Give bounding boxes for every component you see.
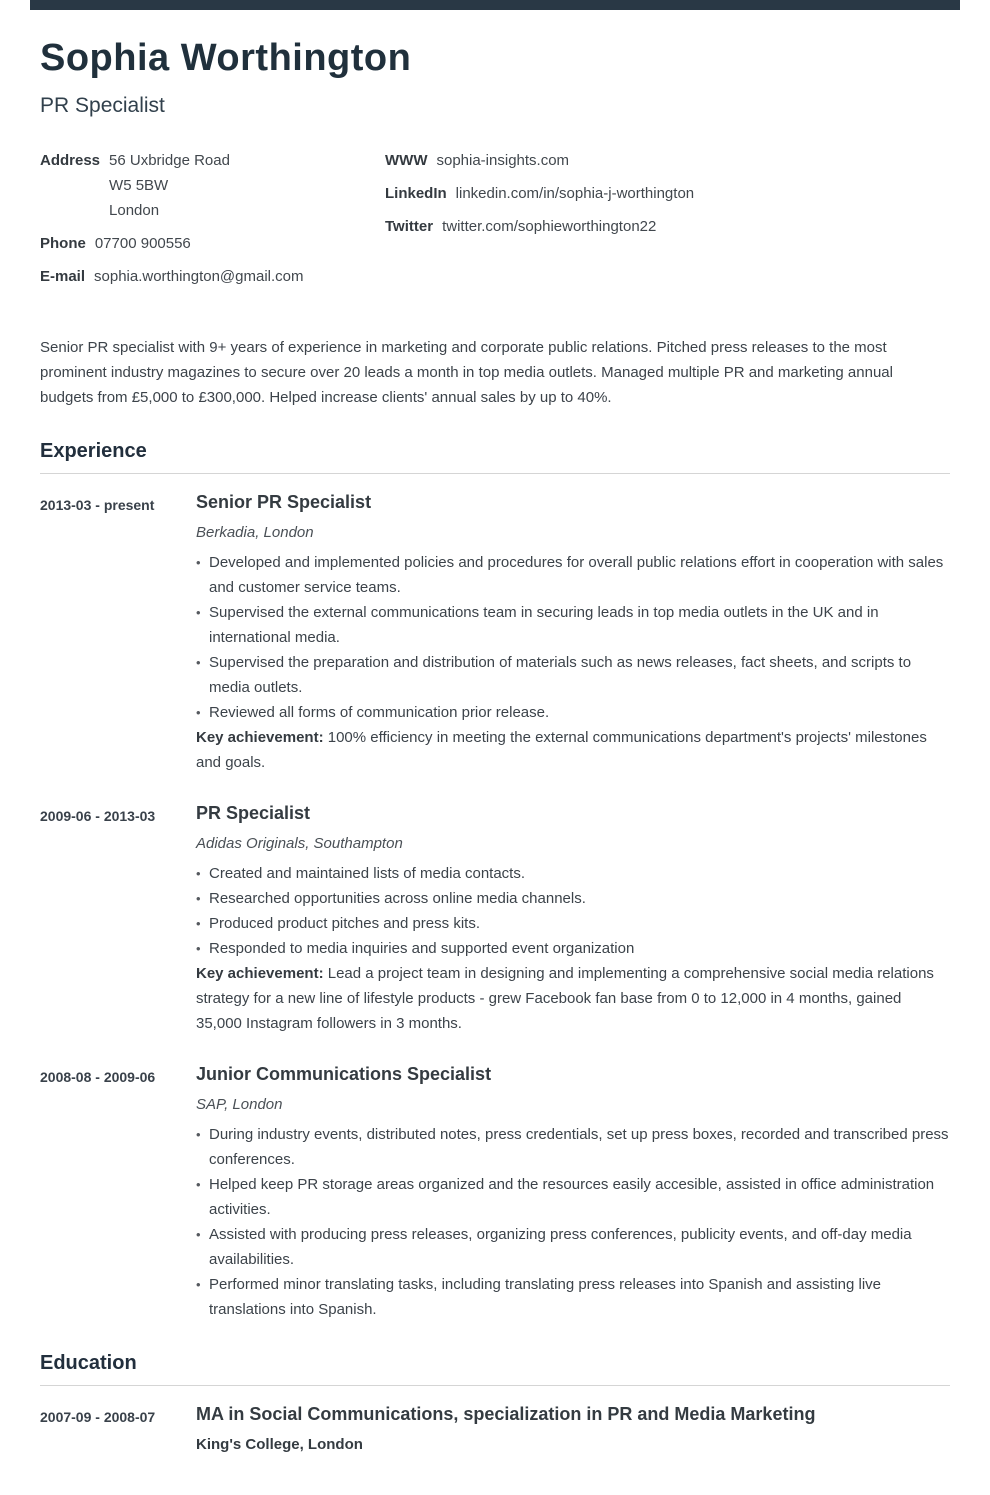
bullet-item: • Reviewed all forms of communication prior release. [196,700,950,725]
contact-label: E-mail [40,267,86,285]
entry-title: MA in Social Communications, specialization in PR and Media Marketing [196,1403,816,1424]
contact-label: Twitter [385,217,434,235]
bullet-item: • Supervised the preparation and distribution of materials such as news releases, fact sheets, and scripts to media outlets. [196,650,950,700]
entry-title: PR Specialist [196,802,311,823]
entry-date: 2007-09 - 2008-07 [40,1408,156,1425]
entry-company: Adidas Originals, Southampton [196,834,403,852]
experience-entries [40,492,950,1322]
bullet-item: • Researched opportunities across online media channels. [196,886,950,911]
contact-label: Phone [40,234,86,252]
entry-body [196,1064,950,1322]
contact-value: 07700 900556 [94,234,191,252]
entry-body [196,803,950,1036]
entry-date: 2013-03 - present [40,496,155,513]
contact-row-phone [40,231,385,256]
bullet-item: • During industry events, distributed notes, press credentials, set up press boxes, recorded and transcribed press conferences. [196,1122,950,1172]
address-line: W5 5BW [109,176,169,194]
contact-value: sophia-insights.com [436,151,570,169]
contact-label: LinkedIn [385,184,447,202]
contact-row-email [40,264,385,289]
key-achievement-text: 100% efficiency in meeting the external communications department's projects' milestones and goals. [196,728,927,771]
entry-title: Junior Communications Specialist [196,1063,492,1084]
contact-label: Address [40,151,101,169]
entry-bullets [196,550,950,725]
address-line: 56 Uxbridge Road [109,151,230,169]
entry-company: SAP, London [196,1095,283,1113]
address-line: London [109,201,160,219]
job-title: PR Specialist [40,93,165,117]
professional-summary: Senior PR specialist with 9+ years of experience in marketing and corporate public relations. Pitched press releases to the most prominent industry magazines to secure over 20 leads a month in top media outlets. Managed multiple PR and marketing annual budgets from £5,000 to £300,000. Helped increase clients' annual sales by up to 40%. [40,338,893,406]
bullet-item: • Responded to media inquiries and supported event organization [196,936,950,961]
experience-entry [40,1064,950,1322]
contact-section [40,148,950,297]
bullet-item: • Created and maintained lists of media contacts. [196,861,950,886]
key-achievement-label: Key achievement: [196,728,324,746]
contact-row-linkedin [385,181,950,206]
contact-value [109,148,230,223]
entry-school: King's College, London [196,1435,363,1453]
entry-bullets [196,1122,950,1322]
contact-label: WWW [385,151,428,169]
contact-value: linkedin.com/in/sophia-j-worthington [455,184,695,202]
key-achievement [196,725,950,775]
bullet-item: • Helped keep PR storage areas organized and the resources easily accesible, assisted in office administration activities. [196,1172,950,1222]
education-entry [40,1404,950,1455]
bullet-item: • Performed minor translating tasks, including translating press releases into Spanish and assisting live translations into Spanish. [196,1272,950,1322]
contact-column-left [40,148,385,297]
entry-title: Senior PR Specialist [196,491,372,512]
contact-value: twitter.com/sophieworthington22 [442,217,657,235]
experience-entry [40,492,950,775]
entry-company: Berkadia, London [196,523,314,541]
contact-row-twitter [385,214,950,239]
contact-value: sophia.worthington@gmail.com [94,267,304,285]
key-achievement-text: Lead a project team in designing and implementing a comprehensive social media relations strategy for a new line of lifestyle products - grew Facebook fan base from 0 to 12,000 in 4 months, gained 35,000 Instagram followers in 3 months. [196,964,934,1032]
experience-entry [40,803,950,1036]
contact-row-www [385,148,950,173]
bullet-item: • Developed and implemented policies and procedures for overall public relations effort in cooperation with sales and customer service teams. [196,550,950,600]
education-entries [40,1404,950,1455]
bullet-item: • Produced product pitches and press kits. [196,911,950,936]
entry-bullets [196,861,950,961]
entry-body [196,1404,950,1455]
entry-date: 2008-08 - 2009-06 [40,1068,156,1085]
entry-date: 2009-06 - 2013-03 [40,807,156,824]
bullet-item: • Supervised the external communications team in securing leads in top media outlets in the UK and in international media. [196,600,950,650]
section-heading-education: Education [40,1352,950,1386]
key-achievement [196,961,950,1036]
contact-row-address [40,148,385,223]
key-achievement-label: Key achievement: [196,964,324,982]
entry-body [196,492,950,775]
contact-column-right [385,148,950,297]
section-heading-experience: Experience [40,440,950,474]
page-title: Sophia Worthington [40,37,412,79]
top-accent-bar [30,0,960,10]
bullet-item: • Assisted with producing press releases, organizing press conferences, publicity events, and off-day media availabilities. [196,1222,950,1272]
